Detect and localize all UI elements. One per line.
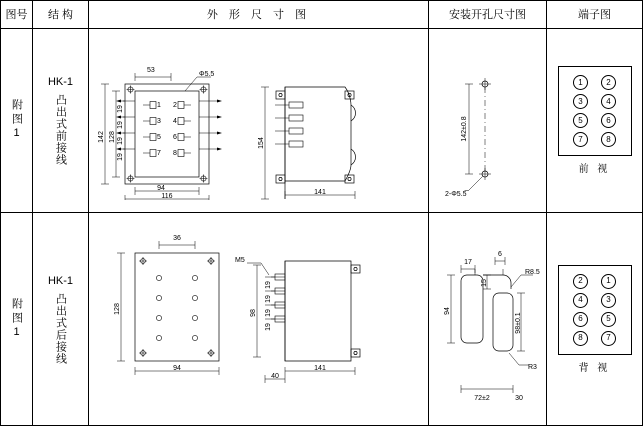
dim-142-tol: 142±0.8 <box>461 116 468 142</box>
dim-6: 6 <box>498 251 502 259</box>
dim-19-b: 19 <box>265 295 272 304</box>
dim-15: 15 <box>481 279 488 288</box>
dim-m5: M5 <box>235 257 245 265</box>
outline-drawing-front <box>89 29 427 200</box>
terminal-5: 5 <box>573 113 588 128</box>
terminal-6: 6 <box>601 113 616 128</box>
dim-94: 94 <box>173 365 181 373</box>
structure-label: 凸出式后接线 <box>54 292 67 365</box>
header-outline: 外 形 尺 寸 图 <box>89 1 429 29</box>
mounting-drawing-cell <box>429 213 547 426</box>
terminal-8: 8 <box>601 132 616 147</box>
dim-2-phi55: 2-Φ5.5 <box>445 190 467 198</box>
model-label: HK-1 <box>47 76 74 89</box>
fig-no-label: 附图1 <box>10 297 23 341</box>
dim-30: 30 <box>515 395 523 403</box>
dim-128: 128 <box>109 130 116 143</box>
mounting-drawing-rear <box>429 213 545 410</box>
fig-no-label: 附图1 <box>10 99 23 143</box>
terminal-4: 4 <box>573 293 588 308</box>
dim-phi55: Φ5.5 <box>199 70 215 78</box>
dim-141: 141 <box>314 365 326 373</box>
dim-19-c: 19 <box>117 136 124 145</box>
dim-142: 142 <box>98 130 105 143</box>
contact-num-4: 4 <box>173 117 177 125</box>
contact-num-3: 3 <box>157 117 161 125</box>
dim-19-d: 19 <box>265 323 272 332</box>
header-fig-no: 图号 <box>1 1 33 29</box>
contact-num-7: 7 <box>157 149 161 157</box>
outline-drawing-cell <box>89 28 429 213</box>
terminal-diagram-cell <box>547 213 643 426</box>
dim-36: 36 <box>173 235 181 243</box>
terminal-2: 2 <box>601 75 616 90</box>
terminal-1: 1 <box>573 75 588 90</box>
terminal-4: 4 <box>601 94 616 109</box>
terminal-5: 5 <box>601 312 616 327</box>
structure-label: 凸出式前接线 <box>54 94 67 167</box>
terminal-diagram-cell <box>547 28 643 213</box>
outline-drawing-cell <box>89 213 429 426</box>
structure-cell <box>33 28 89 213</box>
header-terminal: 端子图 <box>547 1 643 29</box>
dim-141: 141 <box>314 188 326 196</box>
mounting-drawing-cell <box>429 28 547 213</box>
dim-40: 40 <box>271 373 279 381</box>
terminal-caption: 背 视 <box>578 362 611 374</box>
terminal-box-rear <box>558 265 632 355</box>
dim-19-a: 19 <box>117 104 124 113</box>
dim-72-tol: 72±2 <box>474 395 490 403</box>
dim-94: 94 <box>444 307 451 316</box>
terminal-2: 2 <box>573 274 588 289</box>
header-mounting: 安装开孔尺寸图 <box>429 1 547 29</box>
dim-98: 98 <box>250 309 257 318</box>
dim-128: 128 <box>114 303 121 316</box>
dim-r85: R8.5 <box>525 269 540 277</box>
contact-num-5: 5 <box>157 133 161 141</box>
dim-19-b: 19 <box>117 120 124 129</box>
model-label: HK-1 <box>47 274 74 287</box>
table-row <box>1 213 643 426</box>
header-structure: 结 构 <box>33 1 89 29</box>
table-header-row <box>1 1 643 29</box>
structure-cell <box>33 213 89 426</box>
mounting-drawing-front <box>429 29 545 200</box>
dim-116: 116 <box>161 192 173 200</box>
fig-no-cell <box>1 28 33 213</box>
dim-17: 17 <box>464 259 472 267</box>
terminal-8: 8 <box>573 331 588 346</box>
dim-19-a: 19 <box>265 281 272 290</box>
table-row <box>1 28 643 213</box>
dim-94: 94 <box>157 184 165 192</box>
terminal-6: 6 <box>573 312 588 327</box>
contact-num-2: 2 <box>173 101 177 109</box>
dim-98-tol: 98±0.1 <box>515 312 522 335</box>
terminal-1: 1 <box>601 274 616 289</box>
dim-19-c: 19 <box>265 309 272 318</box>
terminal-3: 3 <box>573 94 588 109</box>
dim-r3: R3 <box>528 364 537 372</box>
fig-no-cell <box>1 213 33 426</box>
terminal-7: 7 <box>601 331 616 346</box>
terminal-7: 7 <box>573 132 588 147</box>
contact-num-1: 1 <box>157 101 161 109</box>
terminal-box-front <box>558 66 632 156</box>
contact-num-8: 8 <box>173 149 177 157</box>
terminal-3: 3 <box>601 293 616 308</box>
dim-19-d: 19 <box>117 152 124 161</box>
outline-drawing-rear <box>89 213 427 410</box>
contact-num-6: 6 <box>173 133 177 141</box>
dim-53: 53 <box>147 66 155 74</box>
dim-154: 154 <box>258 136 265 149</box>
terminal-caption: 前 视 <box>578 164 611 176</box>
